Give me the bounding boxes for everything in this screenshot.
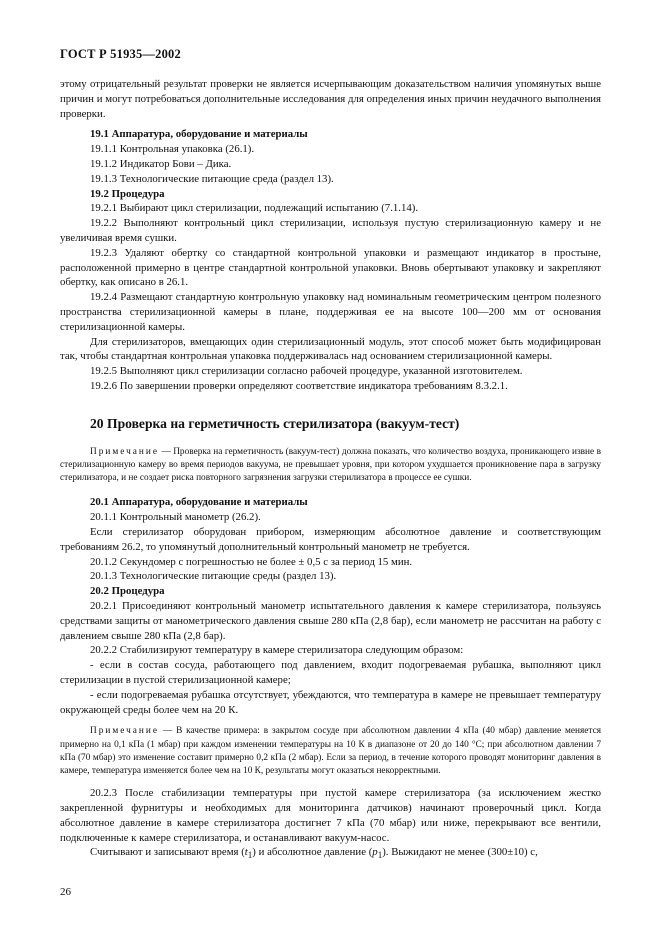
note-label: Примечание xyxy=(90,726,159,737)
paragraph-20-2-2-a: - если в состав сосуда, работающего под давлением, входит подогреваемая рубашка, выполняют цикл стерилизации в пустой стерилизационной камере; xyxy=(60,659,601,686)
page-number: 26 xyxy=(60,886,71,898)
paragraph-19-2-2: 19.2.2 Выполняют контрольный цикл стерилизации, используя пустую стерилизационную камеру и не увеличивая время сушки. xyxy=(60,217,601,244)
item-20-1-1: 20.1.1 Контрольный манометр (26.2). xyxy=(90,511,261,524)
paragraph-19-2-3: 19.2.3 Удаляют обертку со стандартной контрольной упаковки и размещают индикатор в простыне, расположенной примерно в центре стандартной контрольной упаковки. Вновь обертывают упаковку и закрепляют обертку, как описано в 26.1. xyxy=(60,246,601,289)
paragraph-20-2-2-b: - если подогреваемая рубашка отсутствует, убеждаются, что температура в камере не превышает температуру окружающей среды более чем на 20 К. xyxy=(60,688,601,716)
paragraph-19-2-5: 19.2.5 Выполняют цикл стерилизации согласно рабочей процедуре, указанной изготовителем. xyxy=(90,365,523,378)
item-19-1-2: 19.1.2 Индикатор Бови – Дика. xyxy=(90,157,232,170)
item-20-1-3: 20.1.3 Технологические питающие среды (раздел 13). xyxy=(90,570,337,583)
document-header: ГОСТ Р 51935—2002 xyxy=(60,47,181,61)
intro-paragraph: этому отрицательный результат проверки не является исчерпывающим доказательством наличия упомянутых выше причин и могут потребоваться дополнительные исследования для определения иных причин неудачного выполнения проверки. xyxy=(60,78,601,120)
section-20-2-heading: 20.2 Процедура xyxy=(90,585,165,598)
section-19-1-heading: 19.1 Аппаратура, оборудование и материалы xyxy=(90,128,308,141)
note-label: Примечание xyxy=(90,446,159,457)
paragraph-19-2-4: 19.2.4 Размещают стандартную контрольную упаковку над номинальным геометрическим центром полезного пространства стерилизационной камеры в плане, поддерживая ее на высоте 100—200 мм от основания стерилизационной камеры. xyxy=(60,291,601,333)
note-20-2-2 xyxy=(60,725,601,778)
item-20-1-2: 20.1.2 Секундомер с погрешностью не более ± 0,5 с за период 15 мин. xyxy=(90,555,413,568)
section-20-1-heading: 20.1 Аппаратура, оборудование и материалы xyxy=(90,496,308,509)
section-20-title: 20 Проверка на герметичность стерилизатора (вакуум-тест) xyxy=(90,415,460,431)
item-19-1-3: 19.1.3 Технологические питающие среда (раздел 13). xyxy=(90,172,334,185)
item-20-1-1-text: Если стерилизатор оборудован прибором, измеряющим абсолютное давление и соответствующим требованиям 26.2, то упомянутый дополнительный контрольный манометр не требуется. xyxy=(60,525,601,553)
paragraph-20-2-1: 20.2.1 Присоединяют контрольный манометр испытательного давления к камере стерилизатора, пользуясь средствами защиты от манометрического давления свыше 280 кПа (2,8 бар), если манометр не рассчитан на работу с давлением свыше 280 кПа (2,8 бар). xyxy=(60,599,601,642)
item-19-1-1: 19.1.1 Контрольная упаковка (26.1). xyxy=(90,143,255,156)
page-content xyxy=(60,77,601,863)
paragraph-20-2-3-cont: Считывают и записывают время $(t_1)$ и абсолютное давление $(p_1)$. Выжидают не менее (300±10) с, xyxy=(90,846,538,861)
note-text: — В качестве примера: в закрытом сосуде при абсолютном давлении 4 кПа (40 мбар) давление меняется примерно на 0,1 кПа (1 мбар) при каждом изменении температуры на 10 К в диапазоне от 20 до 140 °С; при абсолютном давлении 7 кПа (70 мбар) это изменение составит примерно 0,2 кПа (2 мбар). Если за период, в течение которого проводят мониторинг давления в камере, температура изменяется более чем на 10 К, результаты могут оказаться некорректными. xyxy=(60,726,601,776)
note-20-intro xyxy=(60,446,601,486)
paragraph-19-2-1: 19.2.1 Выбирают цикл стерилизации, подлежащий испытанию (7.1.14). xyxy=(90,202,419,215)
paragraph-19-2-4-note: Для стерилизаторов, вмещающих один стерилизационный модуль, этот способ может быть модифицирован так, чтобы стандартная контрольная упаковка поддерживалась над основанием стерилизационной камеры. xyxy=(60,335,601,363)
section-19-2-heading: 19.2 Процедура xyxy=(90,187,165,200)
paragraph-20-2-3: 20.2.3 После стабилизации температуры при пустой камере стерилизатора (за исключением жестко закрепленной фурнитуры и необходимых для мониторинга датчиков) начинают проверочный цикл. Когда абсолютное давление в камере стерилизатора достигнет 7 кПа (70 мбар) или ниже, перекрывают все вентили, подключенные к камере стерилизатора, и останавливают вакуум-насос. xyxy=(60,787,601,844)
paragraph-20-2-2: 20.2.2 Стабилизируют температуру в камере стерилизатора следующим образом: xyxy=(90,644,464,657)
paragraph-19-2-6: 19.2.6 По завершении проверки определяют соответствие индикатора требованиям 8.3.2.1. xyxy=(90,379,508,392)
note-text: — Проверка на герметичность (вакуум-тест) должна показать, что количество воздуха, проникающего извне в стерилизационную камеру во время периодов вакуума, не превышает уровня, при котором ухудшается проникновение пара в загрузку стерилизатора, и не создает риска повторного загрязнения загрузки стерилизатора в процессе ее сушки. xyxy=(60,446,601,484)
